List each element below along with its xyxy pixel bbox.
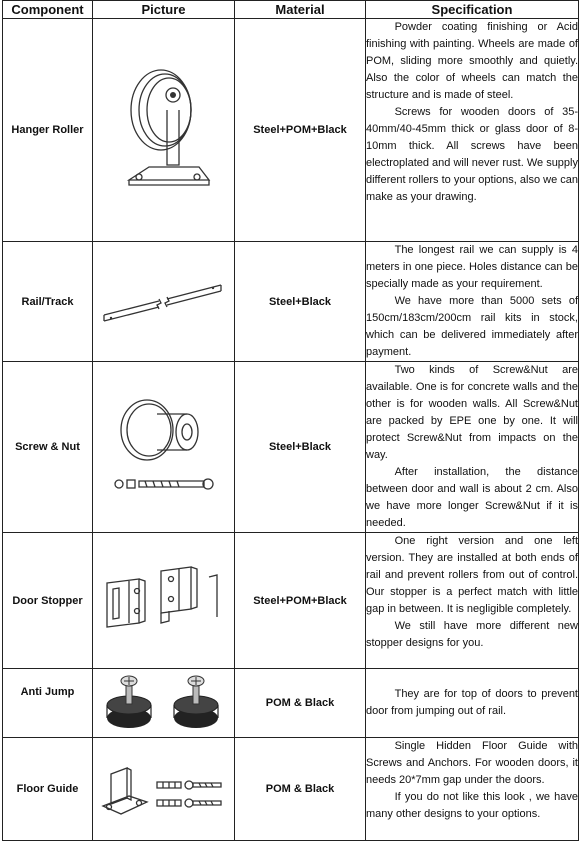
material-rail-track: Steel+Black [235,242,366,362]
table-row [3,738,579,841]
picture-cell [93,669,235,738]
material-anti-jump: POM & Black [235,669,366,738]
table-row [3,242,579,362]
table-row [3,19,579,242]
header-picture: Picture [93,1,235,19]
spec-floor-guide [366,738,579,841]
header-component: Component [3,1,93,19]
component-floor-guide: Floor Guide [3,738,93,841]
material-door-stopper: Steel+POM+Black [235,533,366,669]
rail-track-icon [99,277,229,327]
spec-paragraph: We have more than 5000 sets of 150cm/183cm/200cm rail kits in stock, which can be delivered immediately after payment. [366,295,578,358]
material-floor-guide: POM & Black [235,738,366,841]
table-row [3,669,579,738]
spec-paragraph: Powder coating finishing or Acid finishing with painting. Wheels are made of POM, sliding more smoothly and quietly. Also the color of wheels can match the structure and is made of steel. [366,21,578,101]
spec-paragraph: The longest rail we can supply is 4 meters in one piece. Holes distance can be specially made as your requirement. [366,244,578,290]
door-stopper-icon [99,561,229,641]
floor-guide-icon [99,754,229,824]
component-rail-track: Rail/Track [3,242,93,362]
spec-paragraph: If you do not like this look , we have many other designs to your options. [366,791,578,820]
picture-cell [93,533,235,669]
material-screw-nut: Steel+Black [235,362,366,533]
component-hanger-roller: Hanger Roller [3,19,93,242]
spec-door-stopper [366,533,579,669]
spec-paragraph: Single Hidden Floor Guide with Screws and Anchors. For wooden doors, it needs 20*7mm gap under the doors. [366,740,578,786]
header-specification: Specification [366,1,579,19]
spec-table [2,0,579,841]
table-row [3,362,579,533]
spec-screw-nut [366,362,579,533]
spec-anti-jump [366,669,579,738]
spec-paragraph: Screws for wooden doors of 35-40mm/40-45mm thick or glass door of 8-10mm thick. All screws have been electroplated and will never rust. We supply different rollers to your options, also we can make as your drawing. [366,106,578,203]
anti-jump-icon [102,672,226,734]
spec-hanger-roller [366,19,579,242]
spec-paragraph: We still have more different new stopper designs for you. [366,620,578,649]
table-row [3,533,579,669]
spec-paragraph: They are for top of doors to prevent door from jumping out of rail. [366,688,578,717]
spec-rail-track [366,242,579,362]
spec-paragraph: One right version and one left version. They are installed at both ends of rail and prevent rollers from out of control. Our stopper is a perfect match with little gap in between. It is negligible completely. [366,535,578,615]
component-screw-nut: Screw & Nut [3,362,93,533]
material-hanger-roller: Steel+POM+Black [235,19,366,242]
spec-paragraph: Two kinds of Screw&Nut are available. One is for concrete walls and the other is for wooden walls. All Screw&Nut are packed by EPE one by one. It will protect Screw&Nut from impacts on the way. [366,364,578,461]
picture-cell [93,738,235,841]
spec-paragraph: After installation, the distance between door and wall is about 2 cm. Also we have more longer Screw&Nut if it is needed. [366,466,578,529]
component-anti-jump: Anti Jump [3,669,93,738]
header-row [3,1,579,19]
picture-cell [93,362,235,533]
picture-cell [93,242,235,362]
hanger-roller-icon [109,55,219,205]
component-door-stopper: Door Stopper [3,533,93,669]
picture-cell [93,19,235,242]
screw-nut-icon [109,392,219,502]
header-material: Material [235,1,366,19]
